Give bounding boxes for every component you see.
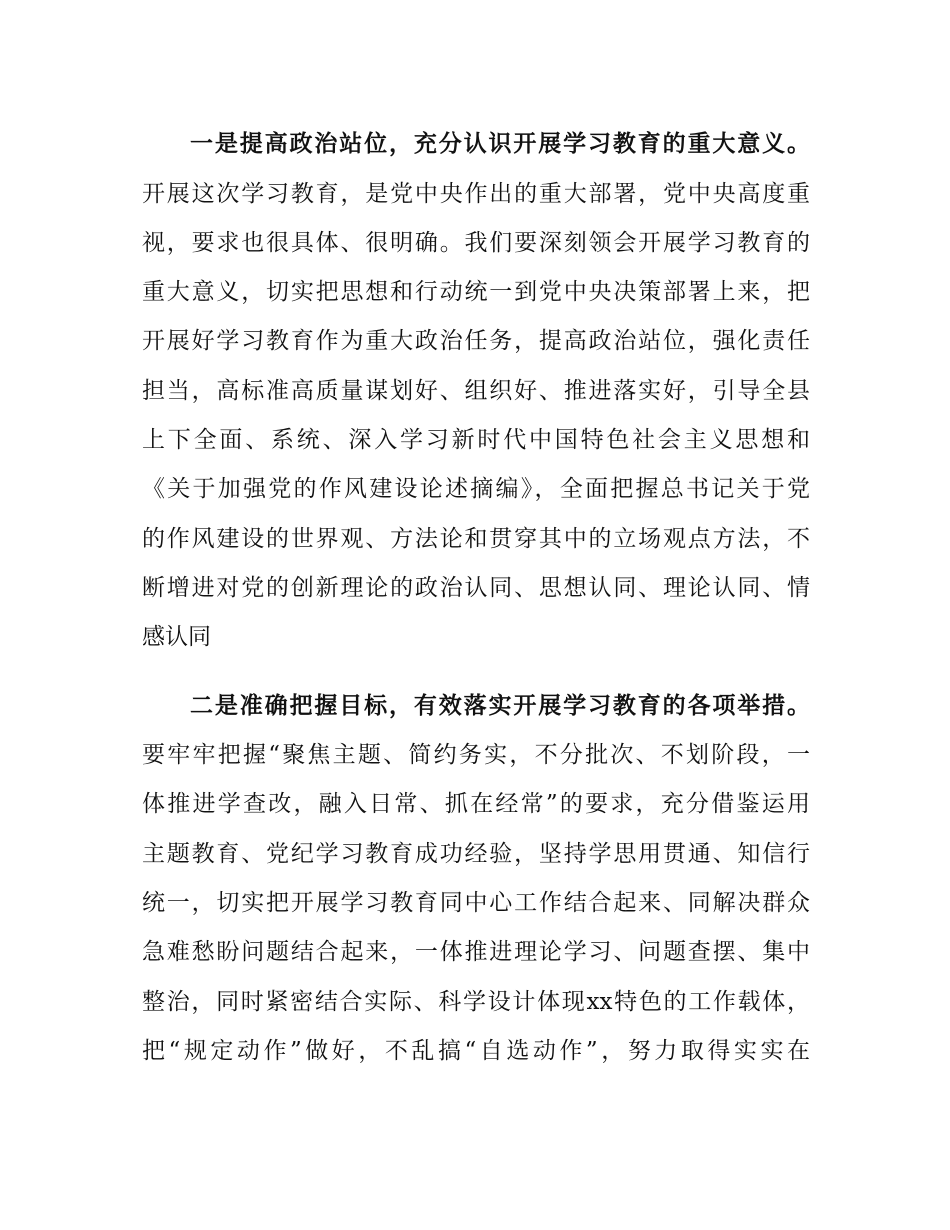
section-2-line: 整治，同时紧密结合实际、科学设计体现xx特色的工作载体， [142, 989, 810, 1015]
section-2-line: 急难愁盼问题结合起来，一体推进理论学习、问题查摆、集中 [142, 939, 810, 965]
section-1-line: 担当，高标准高质量谋划好、组织好、推进落实好，引导全县 [142, 378, 810, 404]
section-1-line: 感认同 [142, 624, 211, 650]
section-2-line: 把“规定动作”做好，不乱搞“自选动作”，努力取得实实在 [142, 1038, 810, 1064]
section-2-line: 统一，切实把开展学习教育同中心工作结合起来、同解决群众 [142, 890, 810, 916]
section-1-line: 断增进对党的创新理论的政治认同、思想认同、理论认同、情 [142, 575, 810, 601]
section-1-line: 视，要求也很具体、很明确。我们要深刻领会开展学习教育的 [142, 230, 810, 256]
section-2-line: 要牢牢把握“聚焦主题、简约务实，不分批次、不划阶段，一 [142, 742, 810, 768]
section-1-line: 上下全面、系统、深入学习新时代中国特色社会主义思想和 [142, 427, 810, 453]
section-2-line: 主题教育、党纪学习教育成功经验，坚持学思用贯通、知信行 [142, 841, 810, 867]
section-1-line: 开展这次学习教育，是党中央作出的重大部署，党中央高度重 [142, 181, 810, 207]
section-2-heading: 二是准确把握目标，有效落实开展学习教育的各项举措。 [190, 692, 810, 719]
section-1-heading: 一是提高政治站位，充分认识开展学习教育的重大意义。 [190, 130, 810, 157]
section-2-line: 体推进学查改，融入日常、抓在经常”的要求，充分借鉴运用 [142, 791, 810, 817]
section-1-line: 《关于加强党的作风建设论述摘编》，全面把握总书记关于党 [142, 476, 810, 502]
section-1-line: 开展好学习教育作为重大政治任务，提高政治站位，强化责任 [142, 328, 810, 354]
section-1-line: 的作风建设的世界观、方法论和贯穿其中的立场观点方法，不 [142, 526, 810, 552]
section-1-line: 重大意义，切实把思想和行动统一到党中央决策部署上来，把 [142, 279, 810, 305]
